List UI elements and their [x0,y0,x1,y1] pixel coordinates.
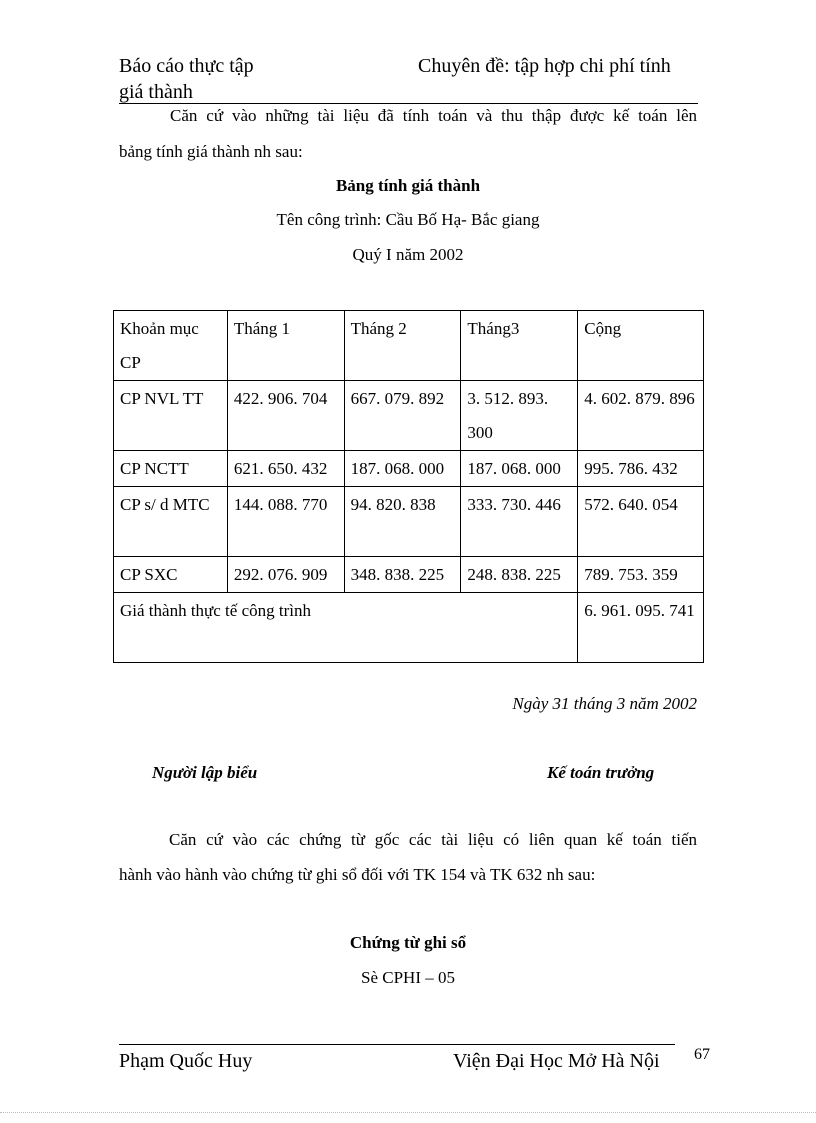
header-left-title: Báo cáo thực tập [119,55,254,77]
cell: 248. 838. 225 [461,557,578,593]
cell: 4. 602. 879. 896 [578,381,704,451]
cell: 667. 079. 892 [344,381,461,451]
cell: 94. 820. 838 [344,487,461,557]
cell: 333. 730. 446 [461,487,578,557]
cell: 789. 753. 359 [578,557,704,593]
table-row [114,451,704,487]
cell: 187. 068. 000 [461,451,578,487]
header-left-subtitle: giá thành [119,81,193,103]
cell: 3. 512. 893. 300 [461,381,578,451]
header-cell: Tháng 1 [227,311,344,381]
voucher-number: Sè CPHI – 05 [361,968,455,987]
project-name: Tên công trình: Cầu Bố Hạ- Bắc giang [276,210,540,229]
signature-chief-accountant: Kế toán trưởng [547,763,655,782]
total-value: 6. 961. 095. 741 [578,593,704,663]
table-row [114,381,704,451]
cell: 187. 068. 000 [344,451,461,487]
page-number: 67 [694,1046,710,1063]
intro-line-1: Căn cứ vào những tài liệu đã tính toán và thu thập được kế toán lên [170,106,697,125]
total-row [114,593,704,663]
row-label: CP SXC [114,557,228,593]
cell: 144. 088. 770 [227,487,344,557]
date-line: Ngày 31 tháng 3 năm 2002 [512,694,697,713]
cell: 572. 640. 054 [578,487,704,557]
table-row [114,487,704,557]
header-cell: Cộng [578,311,704,381]
cell: 995. 786. 432 [578,451,704,487]
para2-line-1: Căn cứ vào các chứng từ gốc các tài liệu có liên quan kế toán tiến [169,830,697,849]
table-header-row [114,311,704,381]
total-label: Giá thành thực tế công trình [114,593,578,663]
footer-rule [119,1044,675,1045]
header-cell: Khoản mục CP [114,311,228,381]
header-cell: Tháng3 [461,311,578,381]
header-right-topic: Chuyên đề: tập hợp chi phí tính [418,55,671,77]
cell: 348. 838. 225 [344,557,461,593]
row-label: CP NCTT [114,451,228,487]
header-cell: Tháng 2 [344,311,461,381]
cell: 422. 906. 704 [227,381,344,451]
table-title: Bảng tính giá thành [335,176,481,195]
cell: 621. 650. 432 [227,451,344,487]
footer-institute: Viện Đại Học Mở Hà Nội [453,1050,660,1072]
row-label: CP s/ d MTC [114,487,228,557]
footer-author: Phạm Quốc Huy [119,1050,253,1072]
para2-line-2: hành vào hành vào chứng từ ghi sổ đối với TK 154 và TK 632 nh sau: [119,865,596,884]
signature-preparer: Người lập biểu [152,763,258,782]
row-label: CP NVL TT [114,381,228,451]
table-row [114,557,704,593]
cost-table [113,310,704,663]
intro-line-2: bảng tính giá thành nh sau: [119,142,303,161]
voucher-title: Chứng từ ghi sổ [349,933,467,952]
cell: 292. 076. 909 [227,557,344,593]
bottom-dotted-edge [0,1112,816,1114]
period: Quý I năm 2002 [352,245,464,264]
